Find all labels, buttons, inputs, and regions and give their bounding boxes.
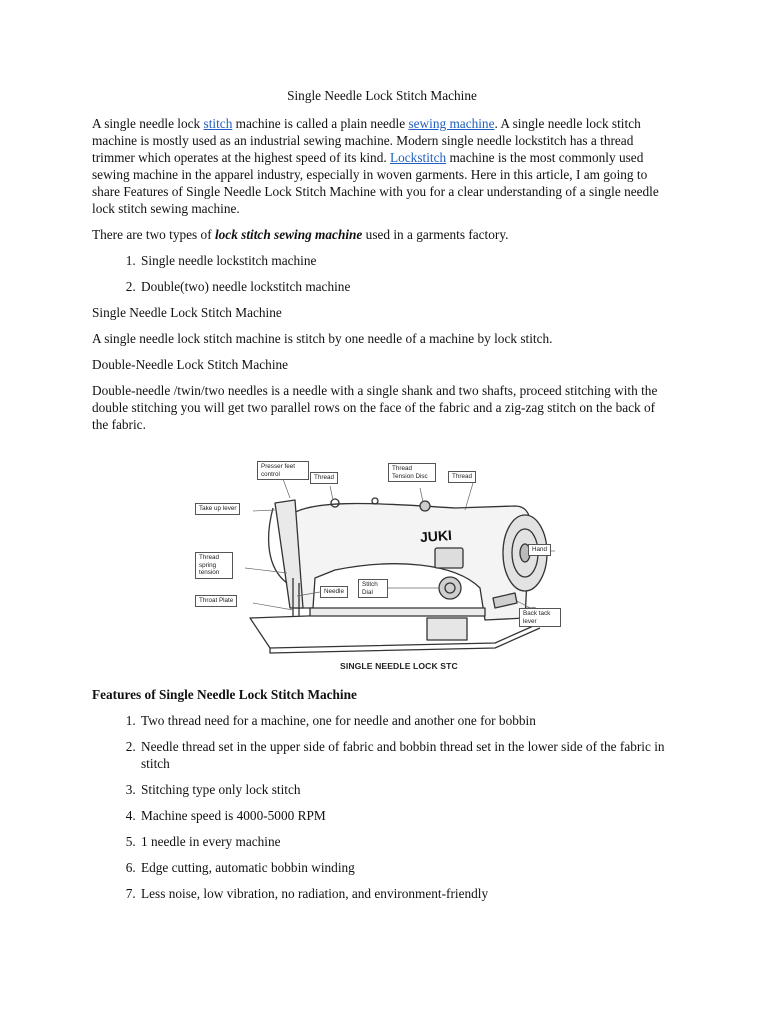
list-item: 1. Single needle lockstitch machine bbox=[139, 252, 672, 269]
figure-caption: SINGLE NEEDLE LOCK STC bbox=[340, 661, 458, 671]
sewing-machine-figure bbox=[195, 458, 595, 678]
double-heading: Double-Needle Lock Stitch Machine bbox=[92, 357, 289, 372]
thread-spring-label: Thread spring tension bbox=[195, 552, 233, 579]
thread-label-1: Thread bbox=[310, 472, 338, 484]
lockstitch-link[interactable]: Lockstitch bbox=[390, 150, 447, 165]
stitch-link[interactable]: stitch bbox=[203, 116, 233, 131]
sewing-machine-link[interactable]: sewing machine bbox=[408, 116, 495, 131]
back-tack-lever-label: Back tack lever bbox=[519, 608, 561, 627]
needle-label: Needle bbox=[320, 586, 348, 598]
list-item: 3. Stitching type only lock stitch bbox=[139, 781, 672, 798]
list-item: 2. Needle thread set in the upper side of fabric and bobbin thread set in the lower side of the fabric in stitch bbox=[139, 738, 672, 772]
types-paragraph: There are two types of lock stitch sewing machine used in a garments factory. bbox=[92, 227, 509, 242]
tension-disc-label: Thread Tension Disc bbox=[388, 463, 436, 482]
list-item: 4. Machine speed is 4000-5000 RPM bbox=[139, 807, 672, 824]
page-title: Single Needle Lock Stitch Machine bbox=[287, 88, 477, 103]
double-text: Double-needle /twin/two needles is a needle with a single shank and two shafts, proceed stitching with the double stitching you will get two parallel rows on the face of the fabric and a zig-zag stitch on the back of the fabric. bbox=[92, 383, 658, 432]
brand-logo: JUKI bbox=[419, 526, 453, 546]
list-item: 7. Less noise, low vibration, no radiation, and environment-friendly bbox=[139, 885, 672, 902]
list-item: 6. Edge cutting, automatic bobbin winding bbox=[139, 859, 672, 876]
presser-foot-label: Presser feet control bbox=[257, 461, 309, 480]
list-item: 5. 1 needle in every machine bbox=[139, 833, 672, 850]
features-heading: Features of Single Needle Lock Stitch Machine bbox=[92, 687, 357, 702]
list-item: 1. Two thread need for a machine, one for needle and another one for bobbin bbox=[139, 712, 672, 729]
intro-paragraph: A single needle lock stitch machine is called a plain needle sewing machine. A single needle lock stitch machine is mostly used as an industrial sewing machine. Modern single needle lockstitch has a thread trimmer which operates at the highest speed of its kind. Lockstitch machine is the most commonly used sewing machine in the apparel industry, especially in woven garments. Here in this article, I am going to share Features of Single Needle Lock Stitch Machine with you for a clear understanding of a single needle lock stitch sewing machine. bbox=[92, 116, 659, 216]
types-list bbox=[92, 252, 672, 295]
thread-label-2: Thread bbox=[448, 471, 476, 483]
hand-label: Hand bbox=[528, 544, 551, 556]
list-item: 2. Double(two) needle lockstitch machine bbox=[139, 278, 672, 295]
document-page bbox=[92, 87, 672, 911]
stitch-dial-label: Stitch Dial bbox=[358, 579, 388, 598]
throat-plate-label: Throat Plate bbox=[195, 595, 237, 607]
take-up-lever-label: Take up lever bbox=[195, 503, 240, 515]
emphasis-text: lock stitch sewing machine bbox=[214, 227, 363, 242]
single-heading: Single Needle Lock Stitch Machine bbox=[92, 305, 282, 320]
single-text: A single needle lock stitch machine is stitch by one needle of a machine by lock stitch. bbox=[92, 331, 553, 346]
features-list bbox=[92, 712, 672, 902]
sewing-machine-illustration bbox=[195, 458, 595, 678]
